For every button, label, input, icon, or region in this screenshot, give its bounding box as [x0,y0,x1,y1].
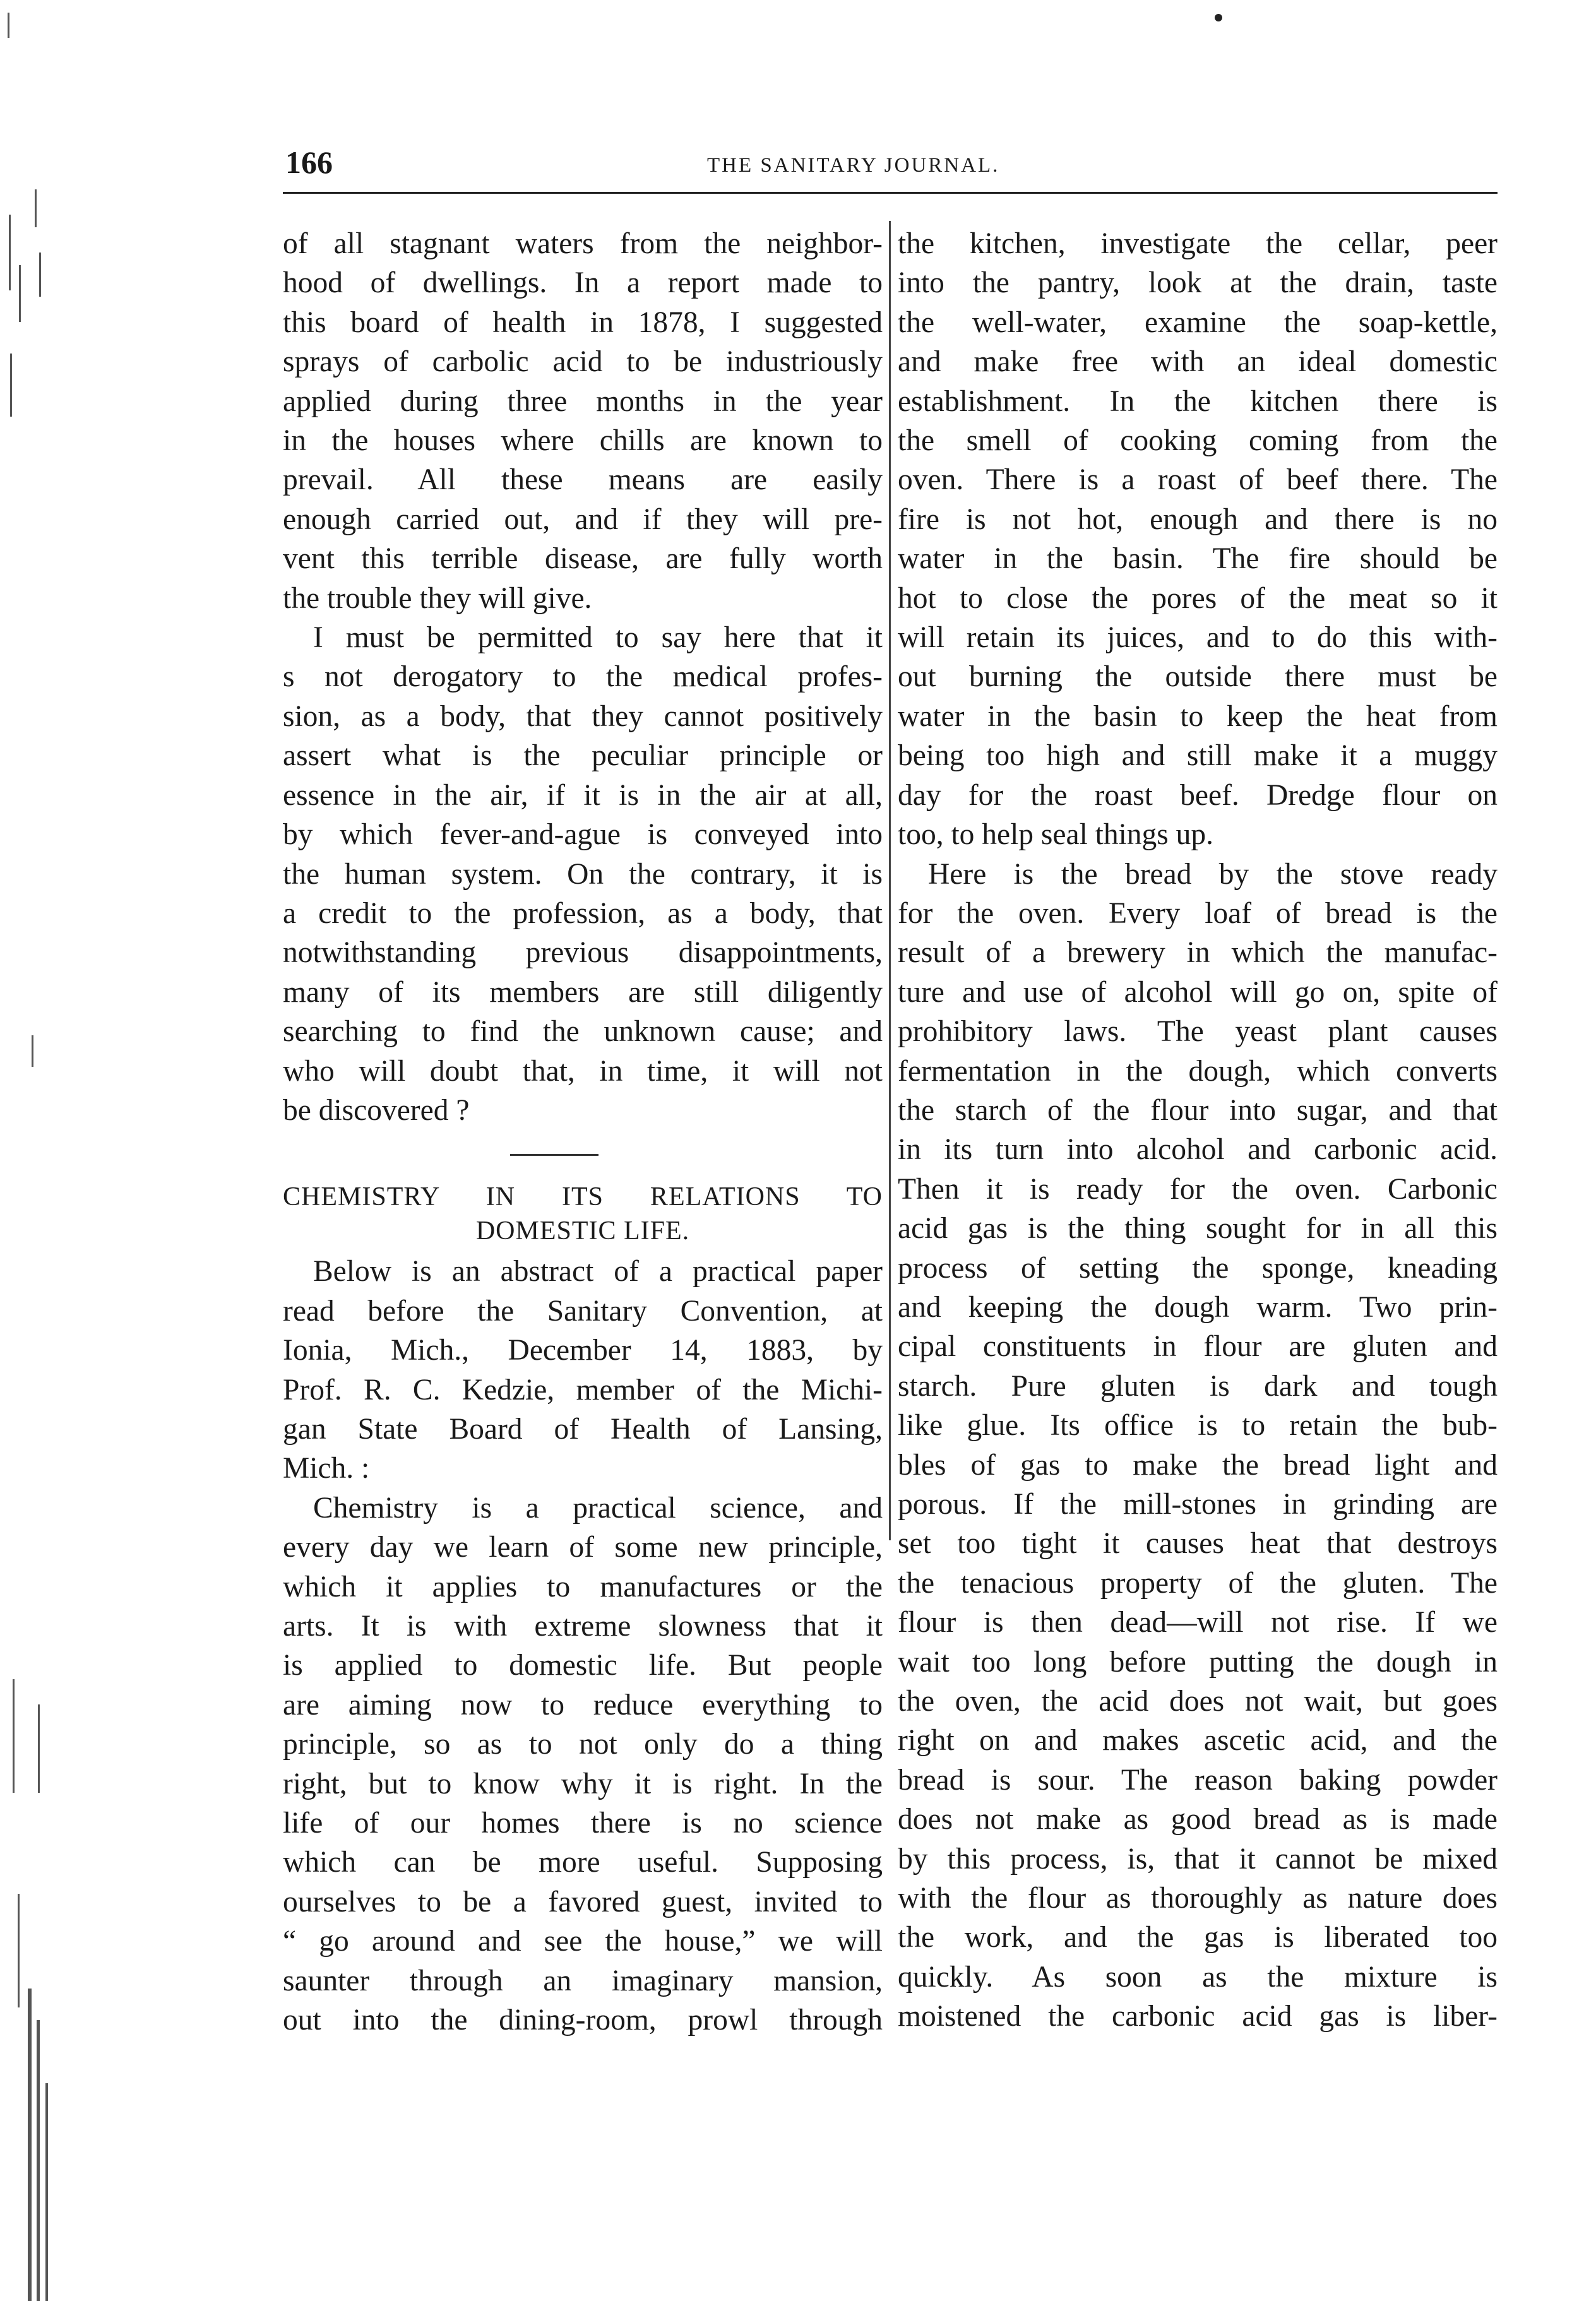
paragraph-stagnant-waters: of all stagnant waters from the neighbor- hood of dwellings. In a report made to this board of health in 1878, I suggested sprays of carbolic acid to be industriously applied during three months in the year in the houses where chills are known to prevail. All these means are easily enough carried out, and if they will pre- vent this terrible disease, are fully worth the trouble they will give. [283,227,883,615]
left-column [283,224,883,2040]
right-column [898,224,1498,2036]
section-heading: CHEMISTRY IN ITS RELATIONS TO DOMESTIC LIFE. [283,1182,883,1246]
running-title: THE SANITARY JOURNAL. [707,154,1000,177]
column-divider [889,221,891,1540]
paragraph-chemistry-practical: Chemistry is a practical science, and every day we learn of some new principle, which it applies to manufactures or the arts. It is with extreme slowness that it is applied to domestic life. But people are aiming now to reduce everything to principle, so as to not only do a thing right, but to know why it is right. In the life of our homes there is no science which can be more useful. Supposing ourselves to be a favored guest, invited to “ go around and see the house,” we will saunter through an imaginary mansion, out into the dining-room, prowl through [283,1491,883,2037]
scan-speck [1215,14,1222,21]
header-rule [283,192,1498,194]
section-separator-rule [510,1154,598,1156]
paragraph-bread: Here is the bread by the stove ready for the oven. Every loaf of bread is the result of a brewery in which the manufac- ture and use of alcohol will go on, spite of prohibitory laws. The yeast plant causes fermentation in the dough, which converts the starch of the flour into sugar, and that in its turn into alcohol and carbonic acid. Then it is ready for the oven. Carbonic acid gas is the thing sought for in all this process of setting the sponge, kneading and keeping the dough warm. Two prin- cipal constituents in flour are gluten and starch. Pure gluten is dark and tough like glue. Its office is to retain the bub- bles of gas to make the bread light and porous. If the mill-stones in grinding are set too tight it causes heat that destroys the tenacious property of the gluten. The flour is then dead—will not rise. If we wait too long before putting the dough in the oven, the acid does not wait, but goes right on and makes ascetic acid, and the bread is sour. The reason baking powder does not make as good bread as is made by this process, is, that it cannot be mixed with the flour as thoroughly as nature does the work, and the gas is liberated too quickly. As soon as the mixture is moistened the carbonic acid gas is liber- [898,857,1498,2033]
scan-margin-artifacts [0,0,76,2301]
paragraph-abstract-intro: Below is an abstract of a practical paper read before the Sanitary Convention, at Ionia, Mich., December 14, 1883, by Prof. R. C. Kedzie, member of the Michi- gan State Board of Health of Lansing, Mich. : [283,1255,883,1485]
paragraph-kitchen-tour: the kitchen, investigate the cellar, peer into the pantry, look at the drain, taste the well-water, examine the soap-kettle, and make free with an ideal domestic establishment. In the kitchen there is the smell of cooking coming from the oven. There is a roast of beef there. The fire is not hot, enough and there is no water in the basin. The fire should be hot to close the pores of the meat so it will retain its juices, and to do this with- out burning the outside there must be water in the basin to keep the heat from being too high and still make it a muggy day for the roast beef. Dredge flour on too, to help seal things up. [898,227,1498,852]
page-number: 166 [285,145,333,180]
paragraph-medical-profession: I must be permitted to say here that it s not derogatory to the medical profes- sion, as a body, that they cannot positively assert what is the peculiar principle or essence in the air, if it is in the air at all, by which fever-and-ague is conveyed into the human system. On the contrary, it is a credit to the profession, as a body, that notwithstanding previous disappointments, many of its members are still diligently searching to find the unknown cause; and who will doubt that, in time, it will not be discovered ? [283,621,883,1127]
